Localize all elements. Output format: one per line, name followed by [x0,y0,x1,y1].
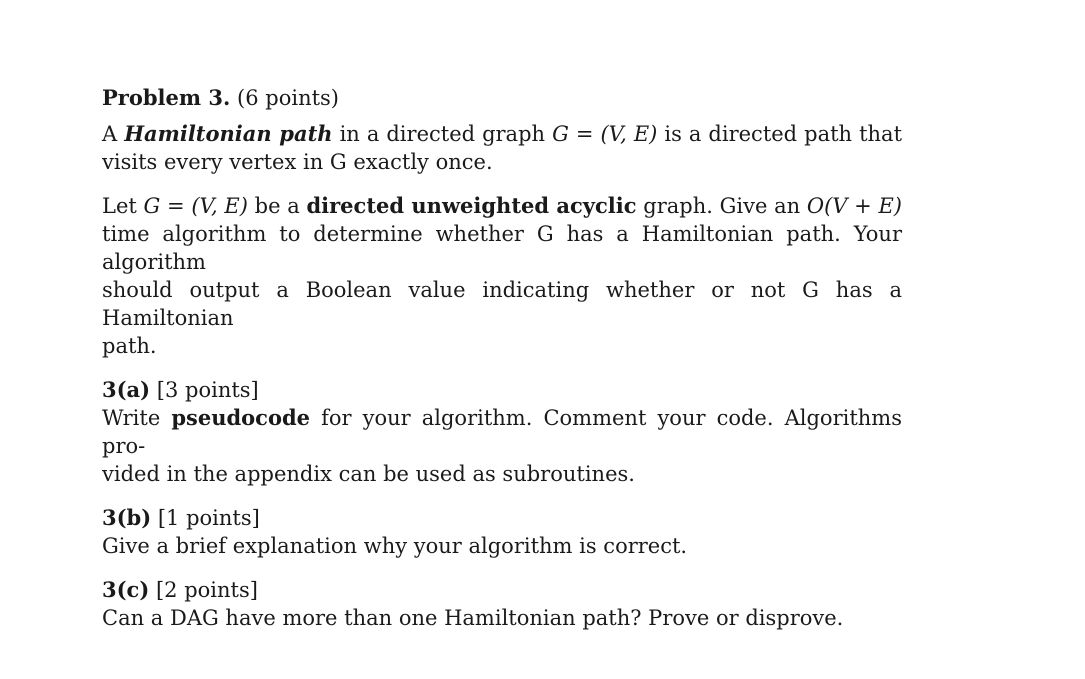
part-a-heading [102,376,902,404]
intro-line-1 [102,120,902,148]
problem-document [102,84,902,632]
part-a-line-1 [102,404,902,460]
part-c-points: [2 points] [155,578,258,602]
part-a-text-a: Write [102,406,172,430]
statement-text-c: graph. Give an [636,194,807,218]
part-a-line-2: vided in the appendix can be used as subroutines. [102,462,635,486]
part-a-points: [3 points] [156,378,259,402]
statement-graph-math: G = (V, E) [143,194,248,218]
statement-line-2: time algorithm to determine whether G has a Hamiltonian path. Your algorithm [102,222,902,274]
part-c-label: 3(c) [102,577,150,602]
pseudocode-term: pseudocode [171,405,311,430]
part-c-line-1: Can a DAG have more than one Hamiltonian path? Prove or disprove. [102,606,844,630]
intro-graph-math: G = (V, E) [552,122,658,146]
part-b-line-1: Give a brief explanation why your algorithm is correct. [102,534,688,558]
statement-text-a: Let [102,194,144,218]
part-a [102,376,902,488]
intro-text-c: is a directed path that [657,122,903,146]
statement-line-4: path. [102,334,157,358]
complexity-math: O(V + E) [806,194,902,218]
intro-text-a: A [102,122,125,146]
intro-paragraph [102,120,902,176]
statement-text-b: be a [247,194,307,218]
hamiltonian-path-term: Hamiltonian path [124,121,333,146]
part-c-heading [102,576,902,604]
part-b-label: 3(b) [102,505,152,530]
statement-line-1 [102,192,902,220]
dag-term: directed unweighted acyclic [306,193,637,218]
part-b [102,504,902,560]
part-b-points: [1 points] [157,506,260,530]
part-a-text-b: for your algorithm. Comment your code. Algorithms pro- [102,406,902,458]
problem-points: (6 points) [237,86,339,110]
statement-line-3: should output a Boolean value indicating whether or not G has a Hamiltonian [102,278,902,330]
intro-text-b: in a directed graph [332,122,553,146]
part-c [102,576,902,632]
problem-title: Problem 3. [102,85,231,110]
intro-line-2: visits every vertex in G exactly once. [102,150,493,174]
part-a-label: 3(a) [102,377,151,402]
part-b-heading [102,504,902,532]
statement-paragraph [102,192,902,360]
problem-heading [102,84,902,112]
